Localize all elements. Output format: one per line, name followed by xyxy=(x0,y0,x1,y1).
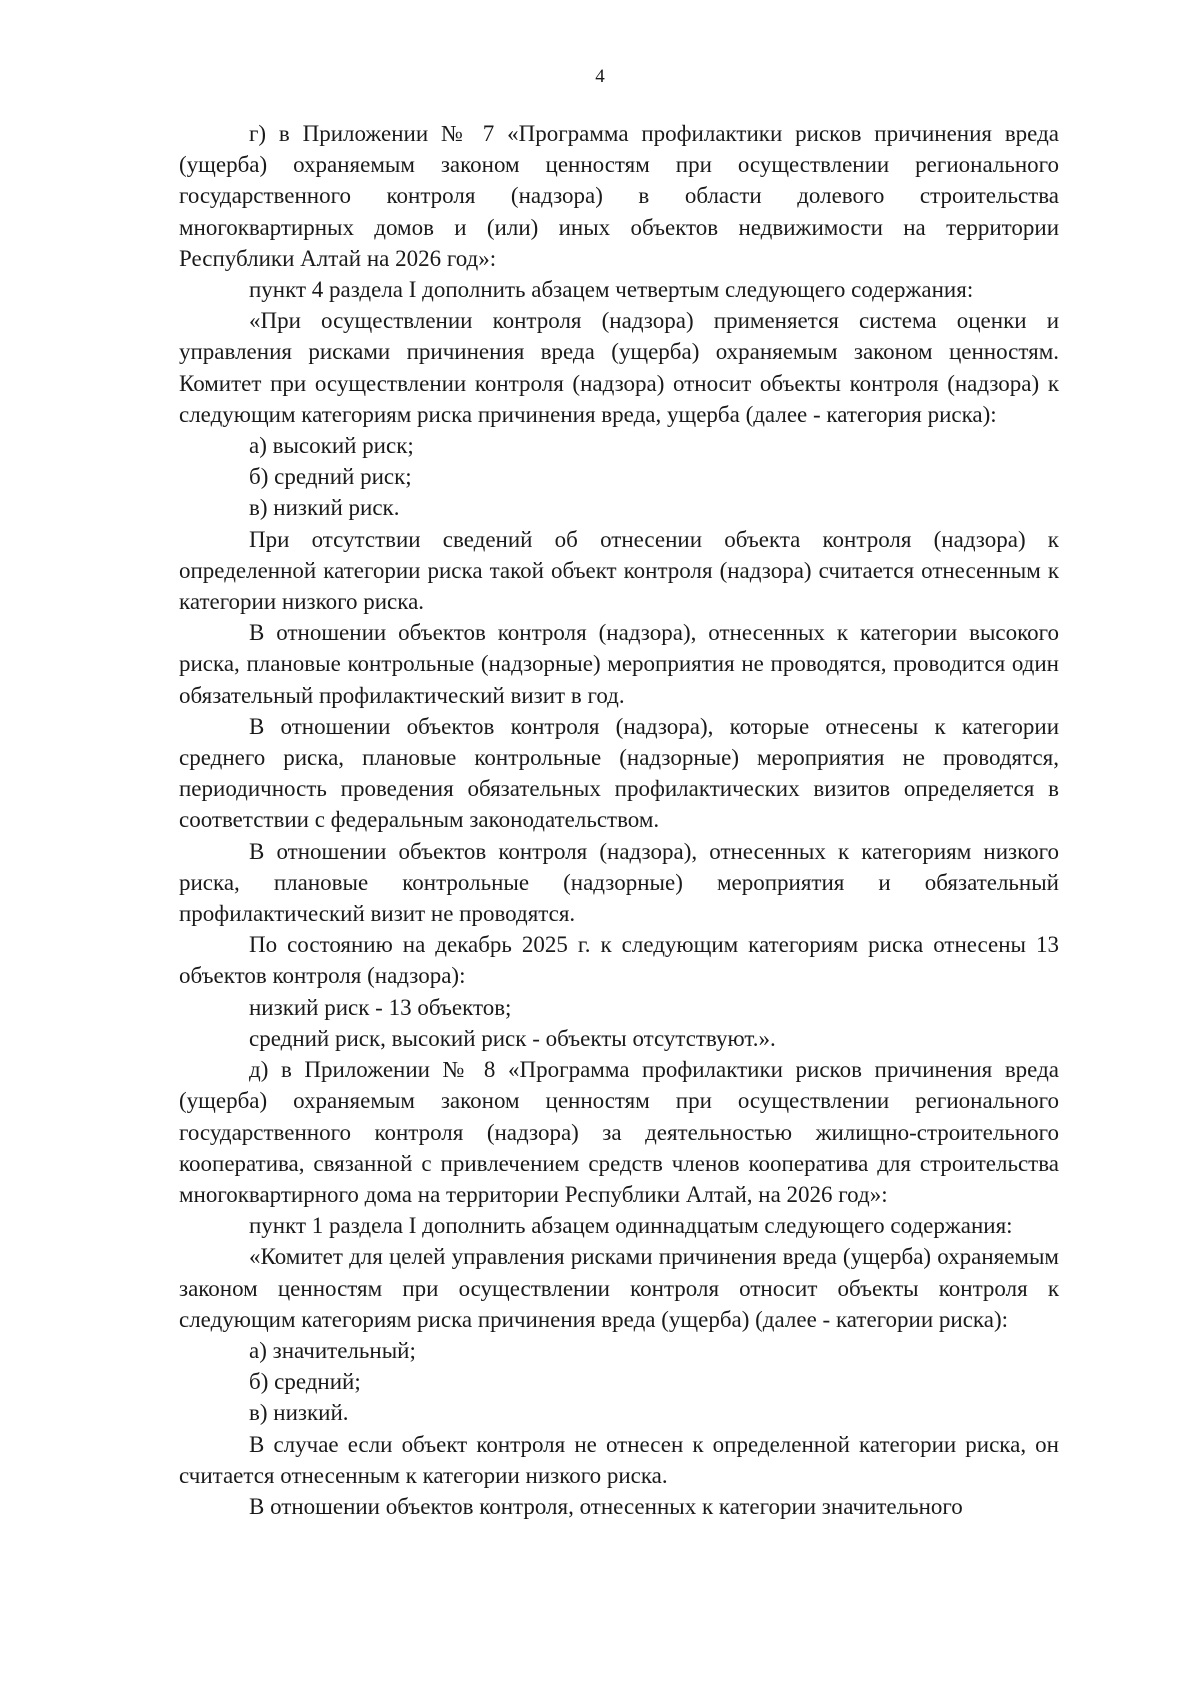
list-item: средний риск, высокий риск - объекты отсутствуют.». xyxy=(249,1025,776,1051)
paragraph: В отношении объектов контроля (надзора), которые отнесены к категории среднего риска, плановые контрольные (надзорные) мероприятия не проводятся, периодичность проведения обязательных профилактических визитов определяется в соответствии с федеральным законодательством. xyxy=(179,713,1059,833)
list-item: б) средний риск; xyxy=(249,464,412,490)
paragraph: пункт 1 раздела I дополнить абзацем одиннадцатым следующего содержания: xyxy=(249,1213,1013,1239)
paragraph: д) в Приложении № 8 «Программа профилактики рисков причинения вреда (ущерба) охраняемым законом ценностям при осуществлении регионального государственного контроля (надзора) за деятельностью жилищно-строительного кооператива, связанной с привлечением средств членов кооператива для строительства многоквартирного дома на территории Республики Алтай, на 2026 год»: xyxy=(179,1057,1059,1207)
list-item: низкий риск - 13 объектов; xyxy=(249,994,512,1020)
list-item: а) значительный; xyxy=(249,1337,416,1363)
paragraph: пункт 4 раздела I дополнить абзацем четвертым следующего содержания: xyxy=(249,277,974,303)
paragraph: «При осуществлении контроля (надзора) применяется система оценки и управления рисками причинения вреда (ущерба) охраняемым законом ценностям. Комитет при осуществлении контроля (надзора) относит объекты контроля (надзора) к следующим категориям риска причинения вреда, ущерба (далее - категория риска): xyxy=(179,308,1059,427)
paragraph: При отсутствии сведений об отнесении объекта контроля (надзора) к определенной категории риска такой объект контроля (надзора) считается отнесенным к категории низкого риска. xyxy=(179,526,1059,615)
paragraph: По состоянию на декабрь 2025 г. к следующим категориям риска отнесены 13 объектов контроля (надзора): xyxy=(179,932,1059,989)
paragraph: В отношении объектов контроля, отнесенных к категории значительного xyxy=(249,1493,963,1519)
paragraph: «Комитет для целей управления рисками причинения вреда (ущерба) охраняемым законом ценностям при осуществлении контроля относит объекты контроля к следующим категориям риска причинения вреда (ущерба) (далее - категории риска): xyxy=(179,1244,1059,1332)
list-item: б) средний; xyxy=(249,1369,361,1395)
page-number: 4 xyxy=(595,66,605,87)
document-body xyxy=(179,118,1059,1522)
list-item: в) низкий риск. xyxy=(249,495,400,521)
list-item: в) низкий. xyxy=(249,1400,349,1426)
paragraph: В отношении объектов контроля (надзора), отнесенных к категориям низкого риска, плановые контрольные (надзорные) мероприятия и обязательный профилактический визит не проводятся. xyxy=(179,838,1059,927)
paragraph: В отношении объектов контроля (надзора), отнесенных к категории высокого риска, плановые контрольные (надзорные) мероприятия не проводятся, проводится один обязательный профилактический визит в год. xyxy=(179,620,1059,708)
paragraph: г) в Приложении № 7 «Программа профилактики рисков причинения вреда (ущерба) охраняемым законом ценностям при осуществлении регионального государственного контроля (надзора) в области долевого строительства многоквартирных домов и (или) иных объектов недвижимости на территории Республики Алтай на 2026 год»: xyxy=(179,121,1059,271)
list-item: а) высокий риск; xyxy=(249,433,414,459)
paragraph: В случае если объект контроля не отнесен к определенной категории риска, он считается отнесенным к категории низкого риска. xyxy=(179,1431,1059,1488)
